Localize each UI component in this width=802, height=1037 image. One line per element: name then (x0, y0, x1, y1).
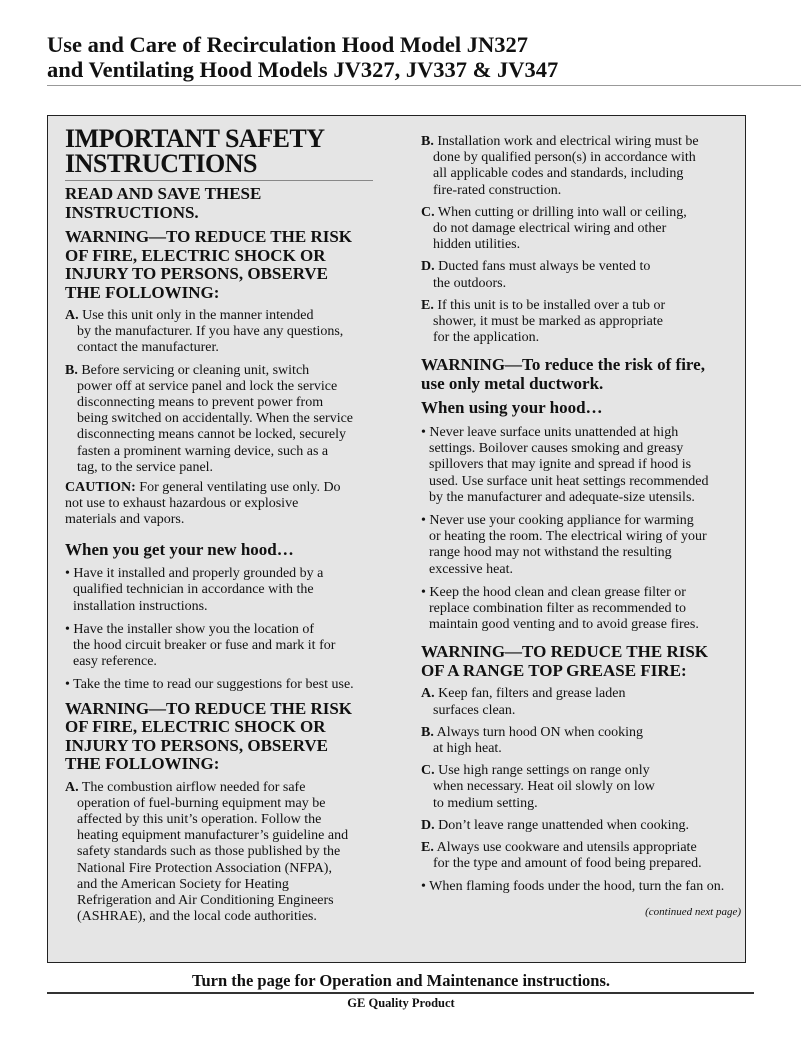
item-text: Ducted fans must always be vented to the outdoors. (433, 259, 651, 291)
warning-heading-1: WARNING—TO REDUCE THE RISK OF FIRE, ELECTRIC SHOCK OR INJURY TO PERSONS, OBSERVE THE FOLLOWING: (65, 227, 353, 302)
item-letter: A. (65, 779, 79, 795)
item-letter: C. (421, 204, 435, 220)
bullet-item: • Never leave surface units unattended at high settings. Boilover causes smoking and greasy spillovers that may ignite and spread if hood is used. Use surface unit heat settings recommended by the manufacturer and adequate-size utensils. (421, 424, 709, 505)
item-letter: B. (421, 724, 434, 740)
item-letter: B. (421, 134, 434, 149)
lettered-item (421, 725, 741, 757)
item-text: Keep fan, filters and grease laden surfaces clean. (433, 686, 626, 718)
item-text: Always turn hood ON when cooking at high heat. (433, 724, 644, 756)
warning-heading-2: WARNING—TO REDUCE THE RISK OF FIRE, ELECTRIC SHOCK OR INJURY TO PERSONS, OBSERVE THE FOLLOWING: (65, 698, 353, 774)
lettered-item (421, 259, 741, 291)
lettered-item (421, 763, 741, 812)
item-letter: B. (65, 362, 78, 378)
item-text: Installation work and electrical wiring must be done by qualified person(s) in accordance with all applicable codes and standards, including fire-rated construction. (433, 134, 699, 198)
item-text: If this unit is to be installed over a tub or shower, it must be marked as appropriate for the application. (433, 297, 666, 346)
turn-page-note: Turn the page for Operation and Maintenance instructions. (191, 971, 611, 990)
bullet-item: • Have the installer show you the location of the hood circuit breaker or fuse and mark it for easy reference. (65, 621, 336, 670)
safety-title: IMPORTANT SAFETY INSTRUCTIONS (65, 124, 325, 178)
caution-label: CAUTION: (65, 480, 136, 496)
item-letter: D. (421, 259, 435, 275)
bullet-item: • Never use your cooking appliance for warming or heating the room. The electrical wiring of your range hood may not withstand the resulting excessive heat. (421, 512, 707, 577)
using-hood-heading: When using your hood… (421, 398, 603, 418)
warning-ductwork: WARNING—To reduce the risk of fire, use only metal ductwork. (421, 355, 705, 393)
right-column (421, 128, 741, 920)
item-letter: A. (421, 686, 435, 702)
last-bullet: • When flaming foods under the hood, turn the fan on. (421, 879, 725, 895)
item-letter: E. (421, 297, 434, 313)
lettered-item (65, 308, 380, 357)
lettered-item (65, 780, 380, 926)
caution-text: For general ventilating use only. Do not use to exhaust hazardous or explosive materials and vapors. (65, 480, 341, 528)
item-text: When cutting or drilling into wall or ceiling, do not damage electrical wiring and other hidden utilities. (433, 204, 687, 253)
bullet-item: • Keep the hood clean and clean grease filter or replace combination filter as recommended to maintain good venting and to avoid grease fires. (421, 584, 699, 633)
new-hood-heading: When you get your new hood… (65, 539, 294, 559)
item-text: Don’t leave range unattended when cooking. (438, 817, 690, 833)
bullet-item: • Take the time to read our suggestions for best use. (65, 677, 354, 693)
document-title: Use and Care of Recirculation Hood Model JN327 and Ventilating Hood Models JV327, JV337 & JV347 (47, 32, 559, 82)
item-text: Use this unit only in the manner intended by the manufacturer. If you have any questions, contact the manufacturer. (77, 308, 344, 356)
lettered-item (421, 298, 741, 347)
brand-line: GE Quality Product (347, 996, 455, 1010)
item-text: The combustion airflow needed for safe operation of fuel-burning equipment may be affected by this unit’s operation. Follow the heating equipment manufacturer’s guideline and safety standards such as those published by the National Fire Protection Association (NFPA), and the American Society for Heating Refrigeration and Air Conditioning Engineers (ASHRAE), and the local code authorities. (77, 779, 349, 925)
item-letter: E. (421, 840, 434, 855)
item-text: Use high range settings on range only when necessary. Heat oil slowly on low to medium setting. (433, 763, 655, 811)
lettered-item (421, 818, 741, 834)
title-rule (65, 180, 373, 181)
lettered-item (421, 840, 741, 872)
item-letter: D. (421, 817, 435, 833)
warning-grease-fire: WARNING—TO REDUCE THE RISK OF A RANGE TOP GREASE FIRE: (421, 642, 709, 680)
item-letter: C. (421, 763, 435, 779)
lettered-item (421, 134, 741, 199)
lettered-item (421, 205, 741, 254)
bullet-item: • Have it installed and properly grounded by a qualified technician in accordance with the installation instructions. (65, 566, 324, 614)
lettered-item (65, 363, 380, 476)
lettered-item (421, 686, 741, 718)
left-column (65, 126, 380, 925)
continued-note: (continued next page) (645, 905, 741, 918)
read-save-heading: READ AND SAVE THESE INSTRUCTIONS. (65, 184, 262, 222)
caution-paragraph (65, 480, 380, 529)
header-rule (47, 85, 801, 86)
footer-rule (47, 992, 754, 994)
item-text: Before servicing or cleaning unit, switch power off at service panel and lock the service disconnecting means to prevent power from being switched on accidentally. When the service disconnecting means cannot be locked, securely fasten a prominent warning device, such as a tag, to the service panel. (77, 362, 354, 475)
item-text: Always use cookware and utensils appropriate for the type and amount of food being prepared. (433, 840, 702, 872)
safety-box (47, 115, 746, 963)
item-letter: A. (65, 308, 79, 323)
